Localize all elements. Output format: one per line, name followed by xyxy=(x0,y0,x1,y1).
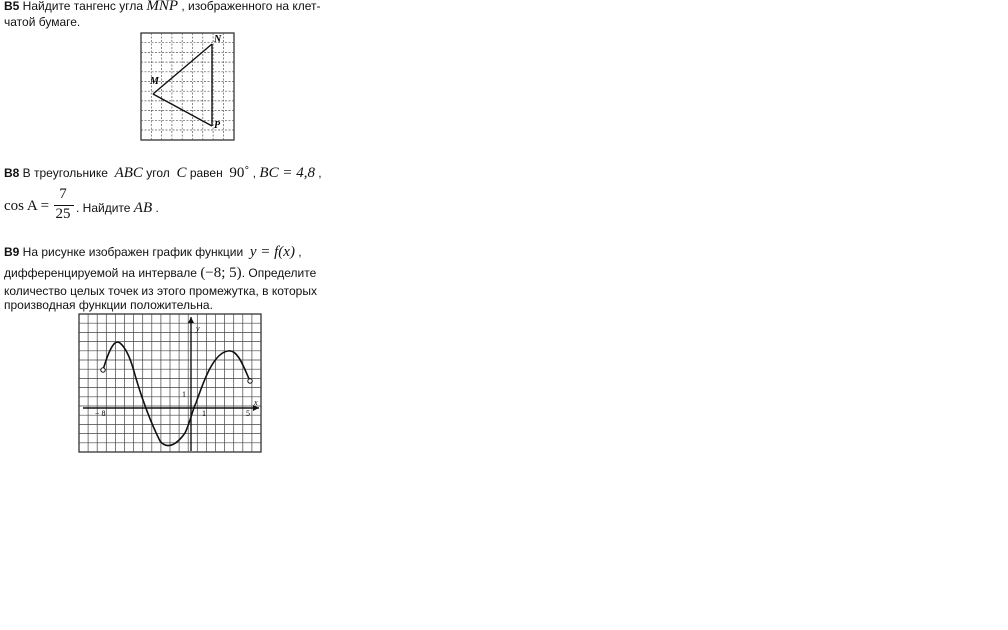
open-endpoint-right xyxy=(248,379,252,383)
tick-five: 5 xyxy=(246,409,250,418)
b8-find: . Найдите AB . xyxy=(76,200,159,216)
b9-number: B9 xyxy=(4,245,20,259)
b5-angle: MNP xyxy=(146,0,178,14)
b8-frac-num: 7 xyxy=(59,186,67,202)
b9-line1: B9 На рисунке изображен график функции y = f(x) , xyxy=(4,244,302,260)
tick-one-x: 1 xyxy=(202,409,206,418)
b5-figure xyxy=(140,32,236,142)
b9-line3: количество целых точек из этого промежутка, в которых xyxy=(4,284,317,298)
b8-line1: B8 В треугольнике ABC угол C равен 90˚ , BC = 4,8 , xyxy=(4,165,322,181)
label-m: M xyxy=(150,76,159,87)
b8-number: B8 xyxy=(4,166,20,180)
tick-minus8: − 8 xyxy=(95,409,106,418)
open-endpoint-left xyxy=(101,368,105,372)
label-n: N xyxy=(214,34,222,45)
b9-line4: производная функции положительна. xyxy=(4,298,213,312)
b5-line1: B5 Найдите тангенс угла MNP , изображенного на клет- xyxy=(4,0,321,14)
b5-line2: чатой бумаге. xyxy=(4,15,81,29)
b8-cos: cos A = xyxy=(4,198,50,214)
y-label: y xyxy=(196,324,200,333)
label-p: P xyxy=(214,120,221,131)
b9-line2: дифференцируемой на интервале (−8; 5). Определите xyxy=(4,265,317,281)
b5-number: B5 xyxy=(4,0,20,13)
b8-frac-den: 25 xyxy=(55,206,71,222)
tick-one-y: 1 xyxy=(182,390,186,399)
b9-graph xyxy=(78,313,263,454)
x-label: x xyxy=(254,398,258,407)
